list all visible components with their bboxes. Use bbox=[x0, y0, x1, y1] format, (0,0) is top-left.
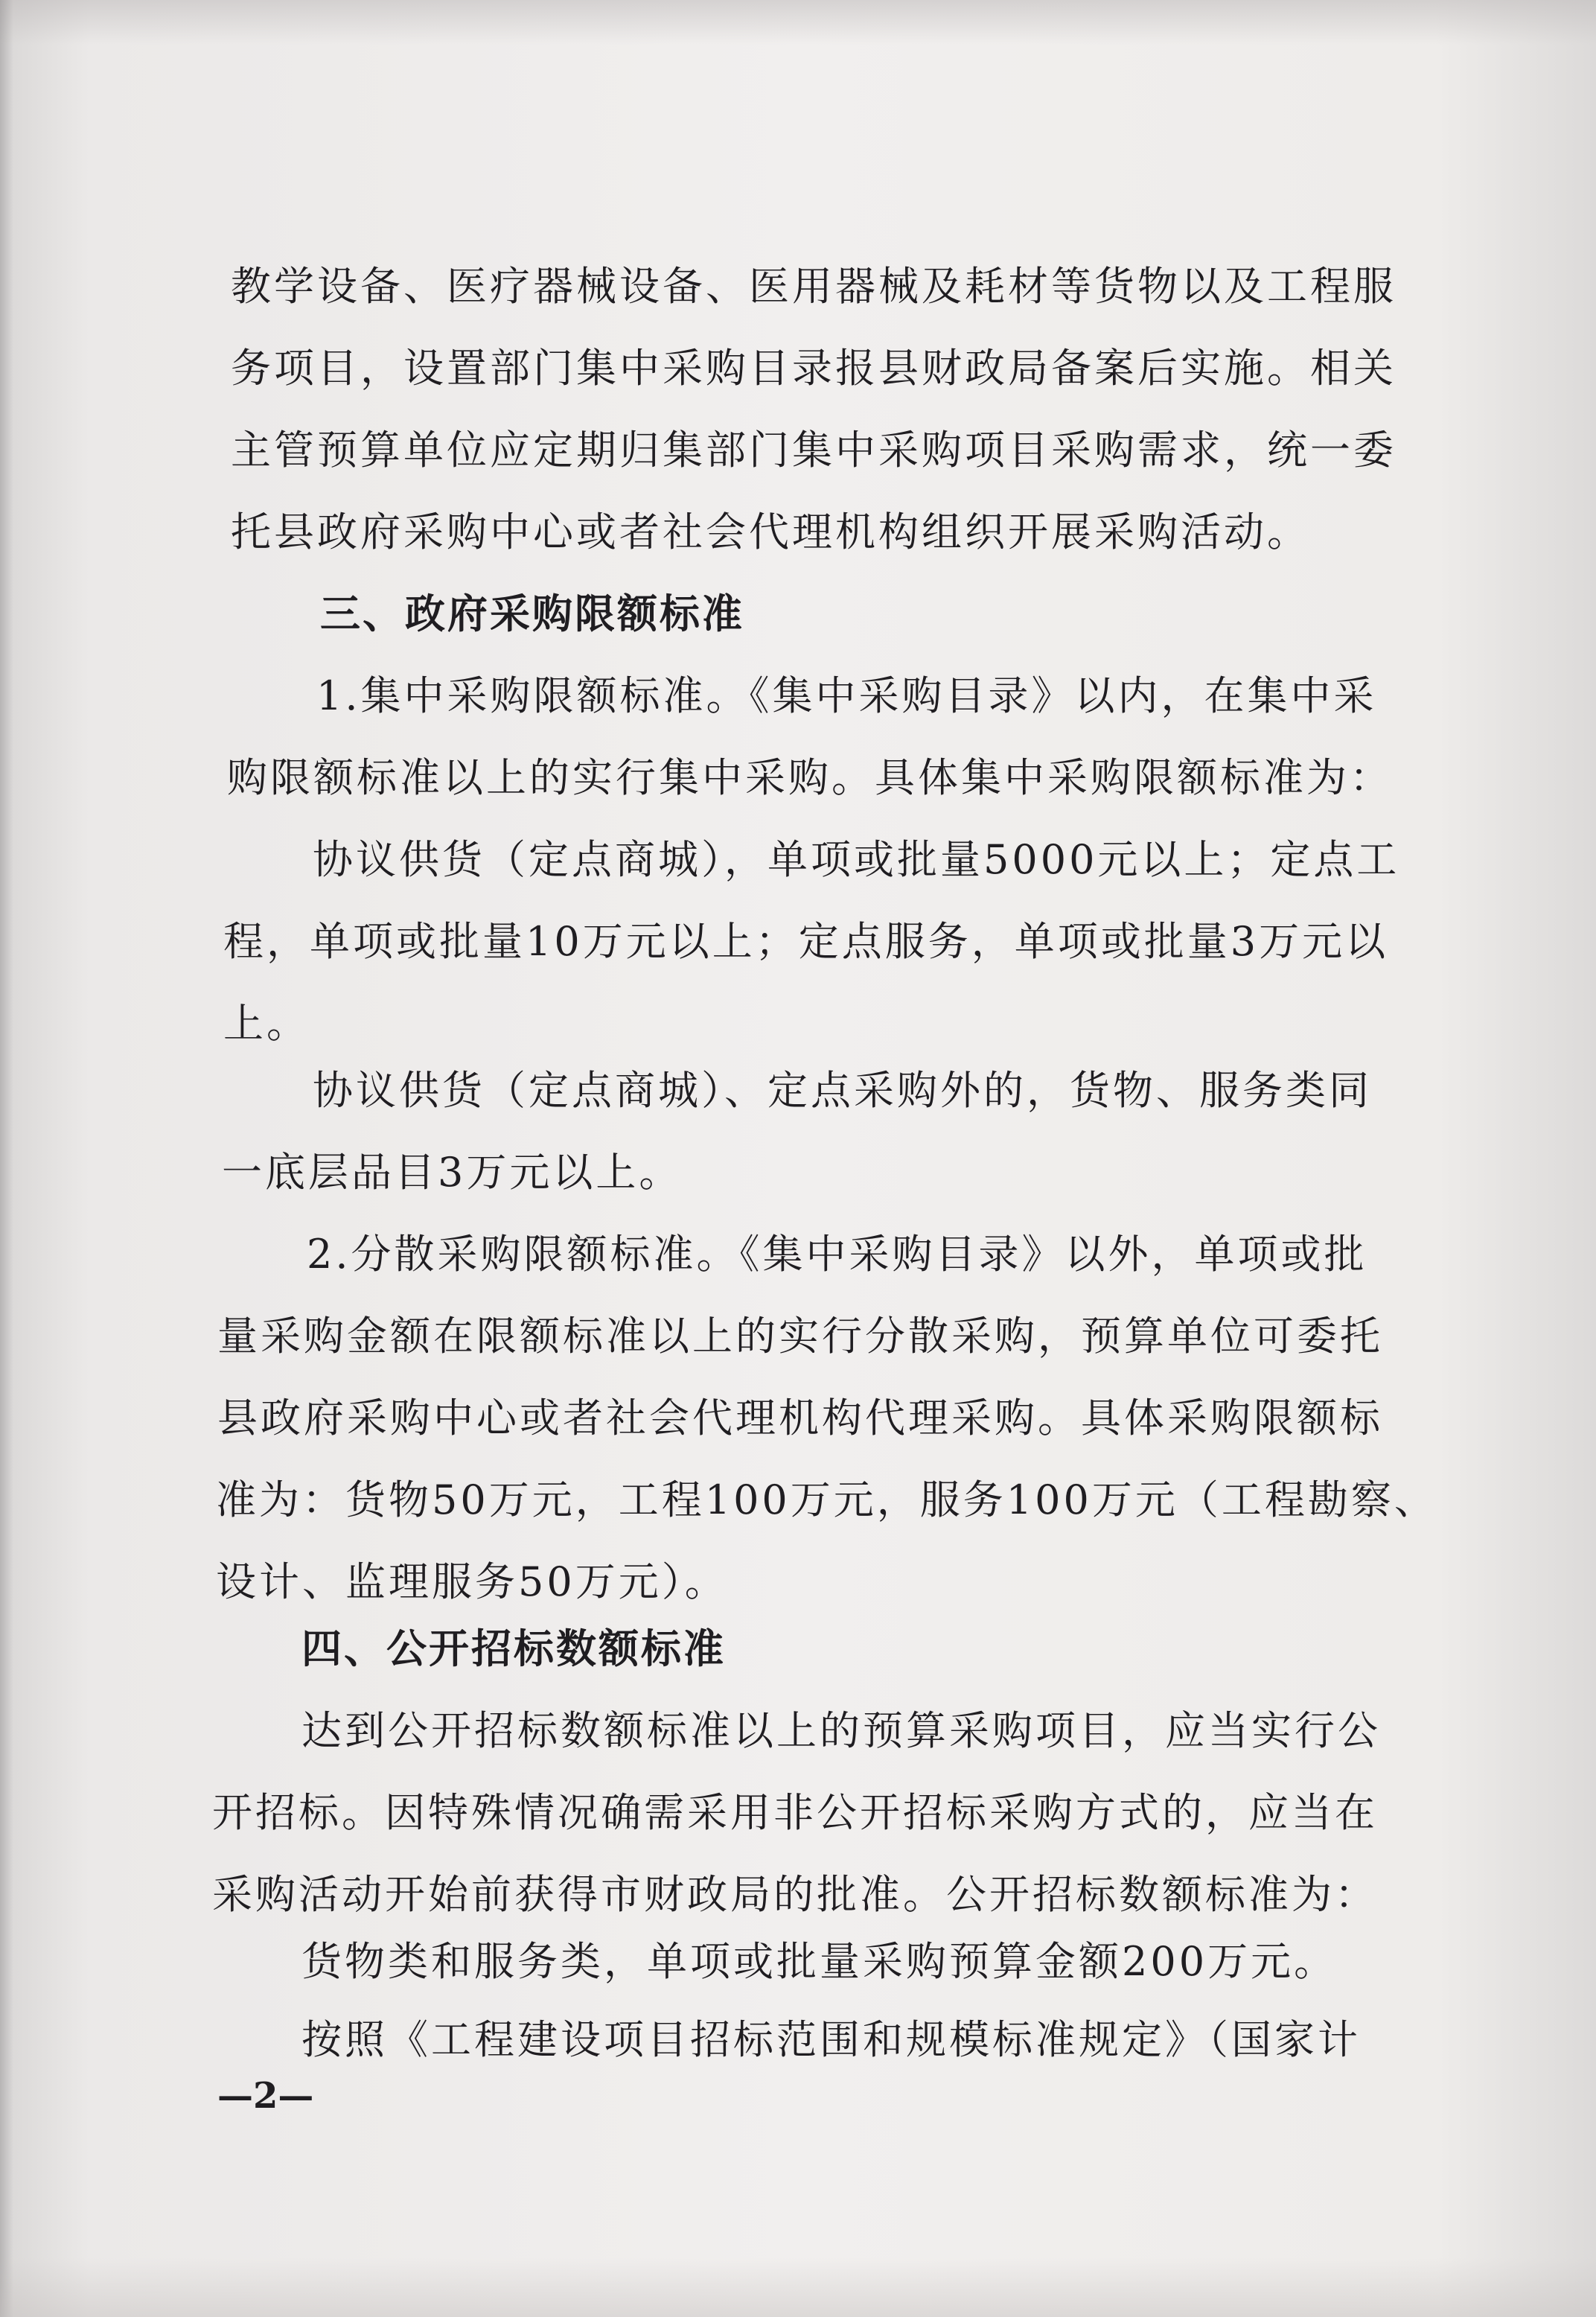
body-line-11: 协议供货（定点商城）、定点采购外的，货物、服务类同 bbox=[313, 1067, 1372, 1114]
body-line-6: 1.集中采购限额标准。《集中采购目录》以内，在集中采 bbox=[316, 672, 1377, 719]
body-line-21: 采购活动开始前获得市财政局的批准。公开招标数额标准为： bbox=[212, 1871, 1378, 1918]
body-line-4: 托县政府采购中心或者社会代理机构组织开展采购活动。 bbox=[231, 509, 1310, 555]
body-line-13: 2.分散采购限额标准。《集中采购目录》以外，单项或批 bbox=[307, 1231, 1367, 1278]
body-line-9: 程，单项或批量10万元以上；定点服务，单项或批量3万元以 bbox=[223, 918, 1389, 965]
body-line-14: 量采购金额在限额标准以上的实行分散采购，预算单位可委托 bbox=[217, 1313, 1383, 1360]
body-line-2: 务项目，设置部门集中采购目录报县财政局备案后实施。相关 bbox=[231, 345, 1396, 392]
body-line-16: 准为：货物50万元，工程100万元，服务100万元（工程勘察、 bbox=[216, 1476, 1437, 1523]
body-line-7: 购限额标准以上的实行集中采购。具体集中采购限额标准为： bbox=[227, 754, 1393, 801]
page-bottom-shadow bbox=[0, 2257, 1596, 2317]
page-left-edge bbox=[0, 0, 13, 2317]
page-number: —2— bbox=[217, 2075, 314, 2117]
body-line-19: 达到公开招标数额标准以上的预算采购项目，应当实行公 bbox=[301, 1707, 1381, 1754]
body-line-8: 协议供货（定点商城），单项或批量5000元以上；定点工 bbox=[313, 836, 1400, 883]
page-top-shadow bbox=[0, 0, 1596, 45]
body-line-1: 教学设备、医疗器械设备、医用器械及耗材等货物以及工程服 bbox=[231, 263, 1396, 310]
body-line-10: 上。 bbox=[223, 1000, 310, 1047]
body-line-3: 主管预算单位应定期归集部门集中采购项目采购需求，统一委 bbox=[231, 427, 1396, 474]
body-line-20: 开招标。因特殊情况确需采用非公开招标采购方式的，应当在 bbox=[212, 1789, 1378, 1836]
body-line-15: 县政府采购中心或者社会代理机构代理采购。具体采购限额标 bbox=[217, 1395, 1383, 1441]
body-line-22: 货物类和服务类，单项或批量采购预算金额200万元。 bbox=[301, 1938, 1338, 1985]
section-heading-3: 三、政府采购限额标准 bbox=[320, 590, 744, 637]
section-heading-4: 四、公开招标数额标准 bbox=[301, 1625, 726, 1672]
body-line-12: 一底层品目3万元以上。 bbox=[222, 1149, 683, 1196]
body-line-23: 按照《工程建设项目招标范围和规模标准规定》（国家计 bbox=[301, 2016, 1361, 2063]
body-line-17: 设计、监理服务50万元）。 bbox=[216, 1558, 728, 1605]
